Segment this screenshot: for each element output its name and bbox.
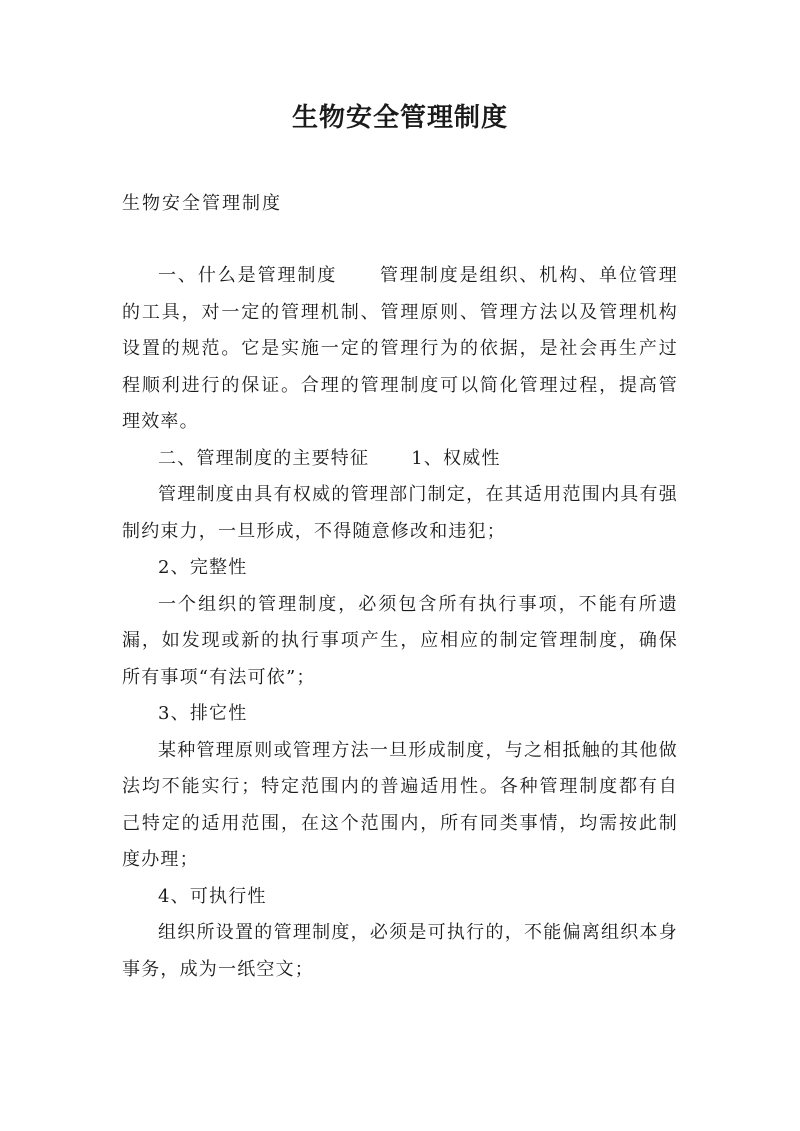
paragraph-5: 一个组织的管理制度，必须包含所有执行事项，不能有所遗漏，如发现或新的执行事项产生，应相应的制定管理制度，确保所有事项“有法可依”； — [122, 593, 678, 688]
paragraph-9: 组织所设置的管理制度，必须是可执行的，不能偏离组织本身事务，成为一纸空文； — [122, 922, 678, 980]
paragraph-1 — [122, 258, 678, 441]
paragraph-2-lead: 二、管理制度的主要特征 — [158, 447, 370, 469]
document-subtitle: 生物安全管理制度 — [122, 193, 282, 214]
paragraph-1-text: 管理制度是组织、机构、单位管理的工具，对一定的管理机制、管理原则、管理方法以及管理机构设置的规范。它是实施一定的管理行为的依据，是社会再生产过程顺利进行的保证。合理的管理制度可以简化管理过程，提高管理效率。 — [122, 265, 678, 432]
page-title: 生物安全管理制度 — [291, 103, 508, 133]
paragraph-8: 4、可执行性 — [158, 885, 267, 907]
paragraph-1-lead: 一、什么是管理制度 — [158, 265, 338, 286]
paragraph-4: 2、完整性 — [158, 557, 248, 578]
paragraph-7: 某种管理原则或管理方法一旦形成制度，与之相抵触的其他做法均不能实行；特定范围内的普遍适用性。各种管理制度都有自己特定的适用范围，在这个范围内，所有同类事情，均需按此制度办理； — [122, 739, 678, 870]
paragraph-2 — [122, 441, 678, 478]
paragraph-2-text: 1、权威性 — [411, 447, 501, 469]
paragraph-6: 3、排它性 — [158, 703, 248, 724]
document-body — [122, 258, 678, 988]
paragraph-3: 管理制度由具有权威的管理部门制定，在其适用范围内具有强制约束力，一旦形成，不得随意修改和违犯； — [122, 484, 678, 542]
